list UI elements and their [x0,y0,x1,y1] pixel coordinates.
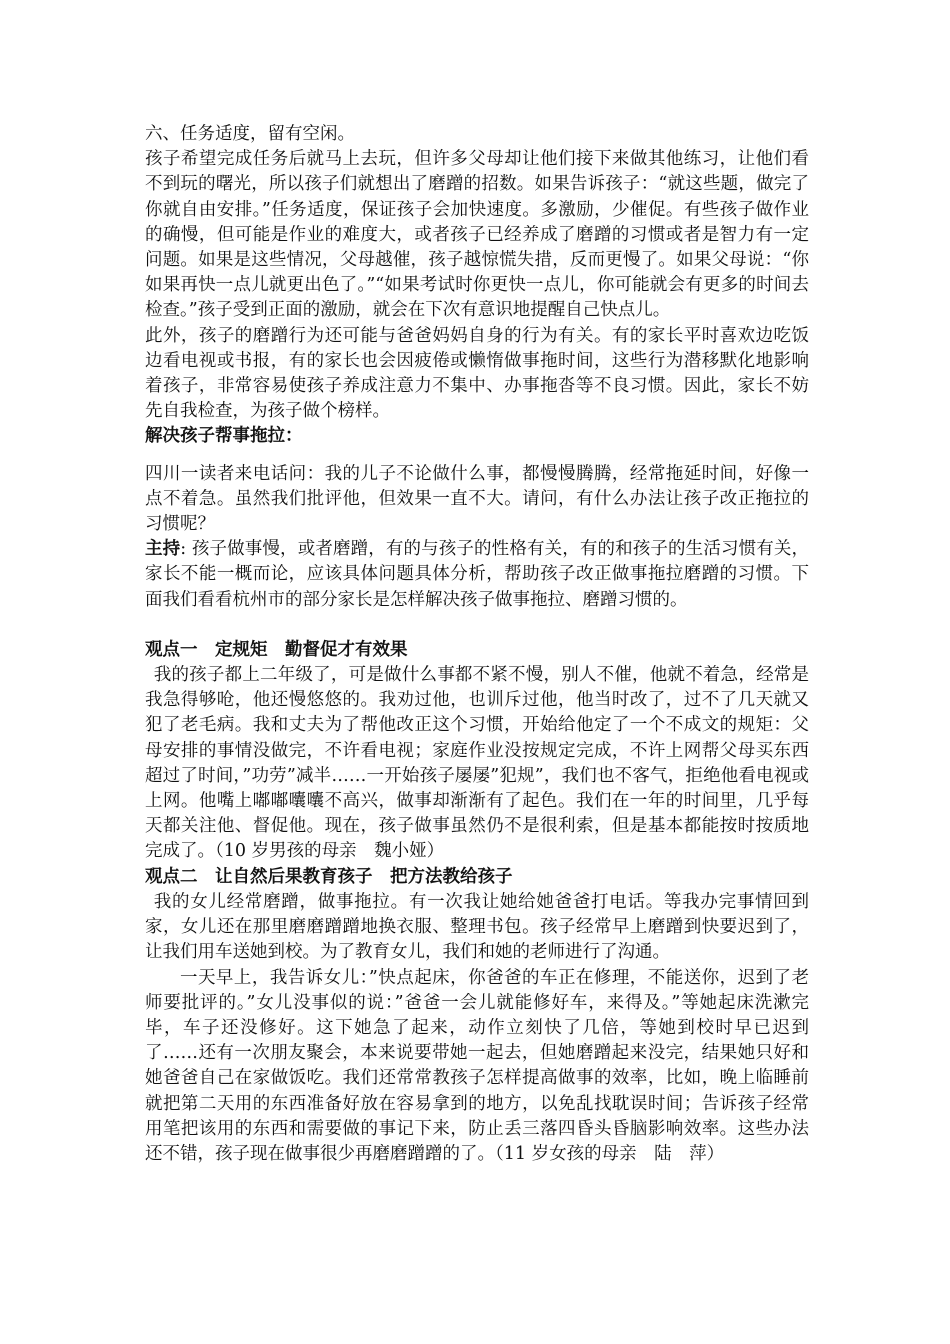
section6-heading: 六、任务适度，留有空闲。 [145,124,355,144]
reader-question: 四川一读者来电话问：我的儿子不论做什么事，都慢慢腾腾，经常拖延时间，好像一点不着急。虽然我们批评他，但效果一直不大。请问，有什么办法让孩子改正拖拉的习惯呢？ [145,463,809,535]
view2-heading: 观点二 让自然后果教育孩子 把方法教给孩子 [145,866,513,887]
section6-paragraph-1: 孩子希望完成任务后就马上去玩，但许多父母却让他们接下来做其他练习，让他们看不到玩的曙光，所以孩子们就想出了磨蹭的招数。如果告诉孩子：“就这些题，做完了你就自由安排。”任务适度，保证孩子会加快速度。多激励，少催促。有些孩子做作业的确慢，但可能是作业的难度大，或者孩子已经养成了磨蹭的习惯或者是智力有一定问题。如果是这些情况，父母越催，孩子越惊慌失措，反而更慢了。如果父母说：“你如果再快一点儿就更出色了。”“如果考试时你更快一点儿，你可能就会有更多的时间去检查。”孩子受到正面的激励，就会在下次有意识地提醒自己快点儿。 [145,149,809,321]
view2-paragraph-1: 我的女儿经常磨蹭，做事拖拉。有一次我让她给她爸爸打电话。等我办完事情回到家，女儿还在那里磨磨蹭蹭地换衣服、整理书包。孩子经常早上磨蹭到快要迟到了，让我们用车送她到校。为了教育女儿，我们和她的老师进行了沟通。 [145,891,809,963]
host-answer-text: : 孩子做事慢，或者磨蹭，有的与孩子的性格有关，有的和孩子的生活习惯有关，家长不能一概而论，应该具体问题具体分析，帮助孩子改正做事拖拉磨蹭的习惯。下面我们看看杭州市的部分家长是怎样解决孩子做事拖拉、磨蹭习惯的。 [145,539,809,610]
view2-paragraph-2: 一天早上，我告诉女儿：”快点起床，你爸爸的车正在修理，不能送你，迟到了老师要批评的。”女儿没事似的说：”爸爸一会儿就能修好车，来得及。”等她起床洗漱完毕，车子还没修好。这下她急了起来，动作立刻快了几倍，等她到校时早已迟到了……还有一次朋友聚会，本来说要带她一起去，但她磨蹭起来没完，结果她只好和她爸爸自己在家做饭吃。我们还常常教孩子怎样提高做事的效率，比如，晚上临睡前就把第二天用的东西准备好放在容易拿到的地方，以免乱找耽误时间；告诉孩子经常用笔把该用的东西和需要做的事记下来，防止丢三落四昏头昏脑影响效率。这些办法还不错，孩子现在做事很少再磨磨蹭蹭的了。（11 岁女孩的母亲 陆 萍） [145,967,809,1164]
view1-body: 我的孩子都上二年级了，可是做什么事都不紧不慢，别人不催，他就不着急，经常是我急得够呛，他还慢悠悠的。我劝过他，也训斥过他，他当时改了，过不了几天就又犯了老毛病。我和丈夫为了帮他改正这个习惯，开始给他定了一个不成文的规矩：父母安排的事情没做完，不许看电视；家庭作业没按规定完成，不许上网帮父母买东西超过了时间，”功劳”减半……一开始孩子屡屡”犯规”，我们也不客气，拒绝他看电视或上网。他嘴上嘟嘟囔囔不高兴，做事却渐渐有了起色。我们在一年的时间里，几乎每天都关注他、督促他。现在，孩子做事虽然仍不是很利索，但是基本都能按时按质地完成了。（10 岁男孩的母亲 魏小娅） [145,665,809,862]
host-answer [145,537,809,613]
document-page [145,122,809,1167]
solve-heading: 解决孩子帮事拖拉： [145,426,303,447]
host-label: 主持 [145,539,181,560]
view1-heading: 观点一 定规矩 勤督促才有效果 [145,639,408,660]
section6-paragraph-2: 此外，孩子的磨蹭行为还可能与爸爸妈妈自身的行为有关。有的家长平时喜欢边吃饭边看电视或书报，有的家长也会因疲倦或懒惰做事拖时间，这些行为潜移默化地影响着孩子，非常容易使孩子养成注意力不集中、办事拖沓等不良习惯。因此，家长不妨先自我检查，为孩子做个榜样。 [145,325,809,422]
